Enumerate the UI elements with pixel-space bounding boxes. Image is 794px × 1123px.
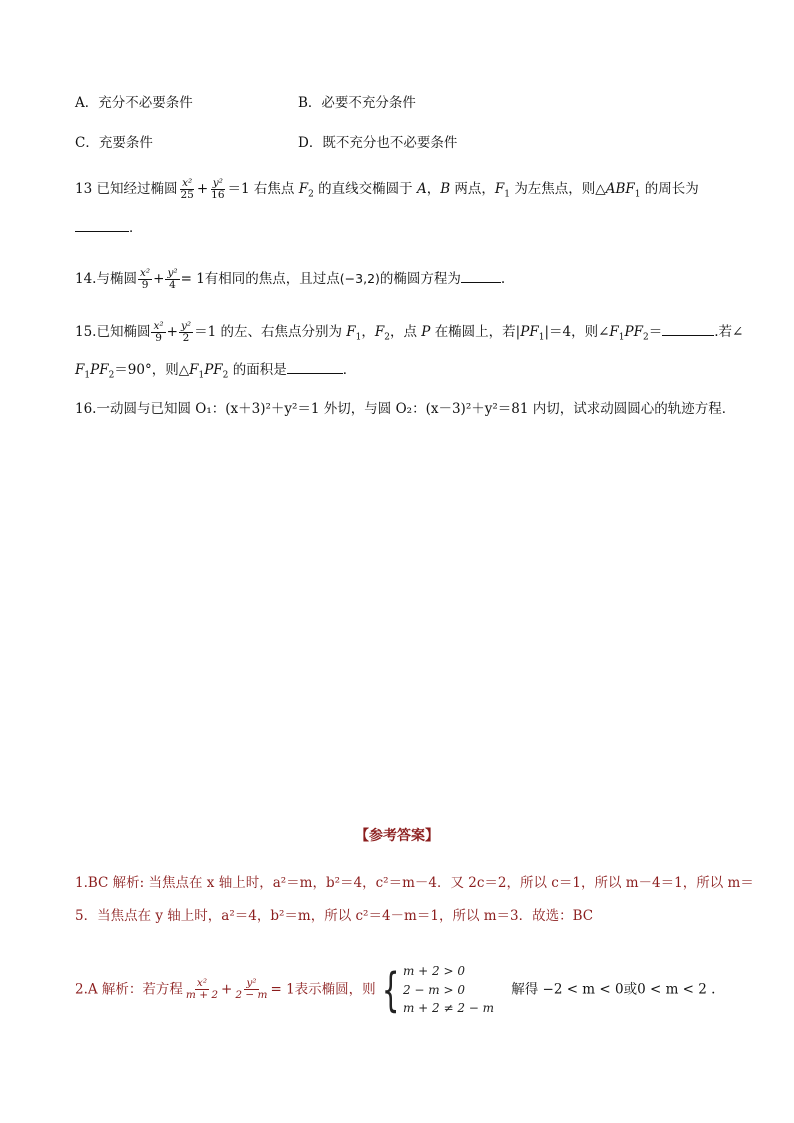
fraction-y2-4: $\frac{\text{y²}}{4}$: [167, 267, 178, 292]
option-c: C．充要条件: [75, 135, 153, 151]
answer-blank: [75, 230, 129, 232]
option-b: B．必要不充分条件: [298, 95, 416, 111]
fraction-x2-9: $\frac{\text{x²}}{9}$: [153, 320, 164, 345]
inequality-system: { m + 2 > 0 2 − m > 0 m + 2 ≠ 2 − m: [381, 962, 495, 1017]
question-16: 16.一动圆与已知圆 O₁：(x＋3)²＋y²＝1 外切，与圆 O₂：(x－3)²＋y²＝81 内切，试求动圆圆心的轨迹方程．: [75, 401, 736, 417]
answer-blank: [287, 372, 343, 374]
fraction-x2-25: $\frac{\text{x²}}{25}$: [180, 177, 194, 202]
fraction-x2-m-plus-2: $\frac{\text{x²}}{m + 2}$: [185, 977, 219, 1002]
answer-1-line1: 1.BC 解析: 当焦点在 x 轴上时，a²＝m，b²＝4，c²＝m－4．又 2c＝2，所以 c＝1，所以 m－4＝1，所以 m＝: [75, 875, 754, 891]
answer-2: 2.A 解析：若方程 $\frac{\text{x²}}{m + 2}$ + $\frac{\text{y²}}{2 - m}$ = 1表示椭圆，则 { m + 2 > 0 2 − m > 0 m + 2 ≠ 2 − m 解得 −2 < m < 0或0 < m < 2 .: [75, 962, 716, 1017]
fraction-x2-9: $\frac{\text{x²}}{9}$: [139, 267, 151, 292]
fraction-y2-2-minus-m: $\frac{\text{y²}}{2 - m}$: [235, 977, 268, 1002]
fraction-y2-2: $\frac{\text{y²}}{2}$: [180, 320, 192, 345]
answer-1-line2: 5．当焦点在 y 轴上时，a²＝4，b²＝m，所以 c²＝4－m＝1，所以 m＝3．故选：BC: [75, 908, 594, 924]
fraction-y2-16: $\frac{\text{y²}}{16}$: [211, 177, 225, 202]
question-15-line2: $F_1PF_2=90^\circ$，则$\triangle F_1PF_2$ 的面积是 ．: [75, 362, 357, 381]
option-d: D．既不充分也不必要条件: [298, 135, 458, 151]
question-14: 14.与椭圆 $\frac{\text{x²}}{9}$ + $\frac{\text{y²}}{4}$ = 1有相同的焦点，且过点(−3,2)的椭圆方程为 .: [75, 267, 506, 292]
answer-blank: [662, 334, 714, 336]
reference-answers-heading: 【参考答案】: [355, 828, 439, 844]
left-brace-icon: {: [381, 962, 400, 1017]
question-13: 13 已知经过椭圆 $\frac{\text{x²}}{25}$ + $\frac{\text{y²}}{16}$ ＝1 右焦点 $F_2$ 的直线交椭圆于 A，B 两点，$F_1$ 为左焦点，则$\triangle ABF_1$ 的周长为: [75, 177, 699, 202]
question-15: 15.已知椭圆 $\frac{\text{x²}}{9}$ + $\frac{\text{y²}}{2}$ ＝1 的左、右焦点分别为 $F_1$，$F_2$，点 P 在椭圆上，若$|PF_1|=4$，则$\angle F_1PF_2=$ .若∠: [75, 320, 744, 345]
option-a: A．充分不必要条件: [75, 95, 193, 111]
answer-blank: [461, 281, 501, 283]
question-13-blank-line: ．: [75, 222, 143, 236]
